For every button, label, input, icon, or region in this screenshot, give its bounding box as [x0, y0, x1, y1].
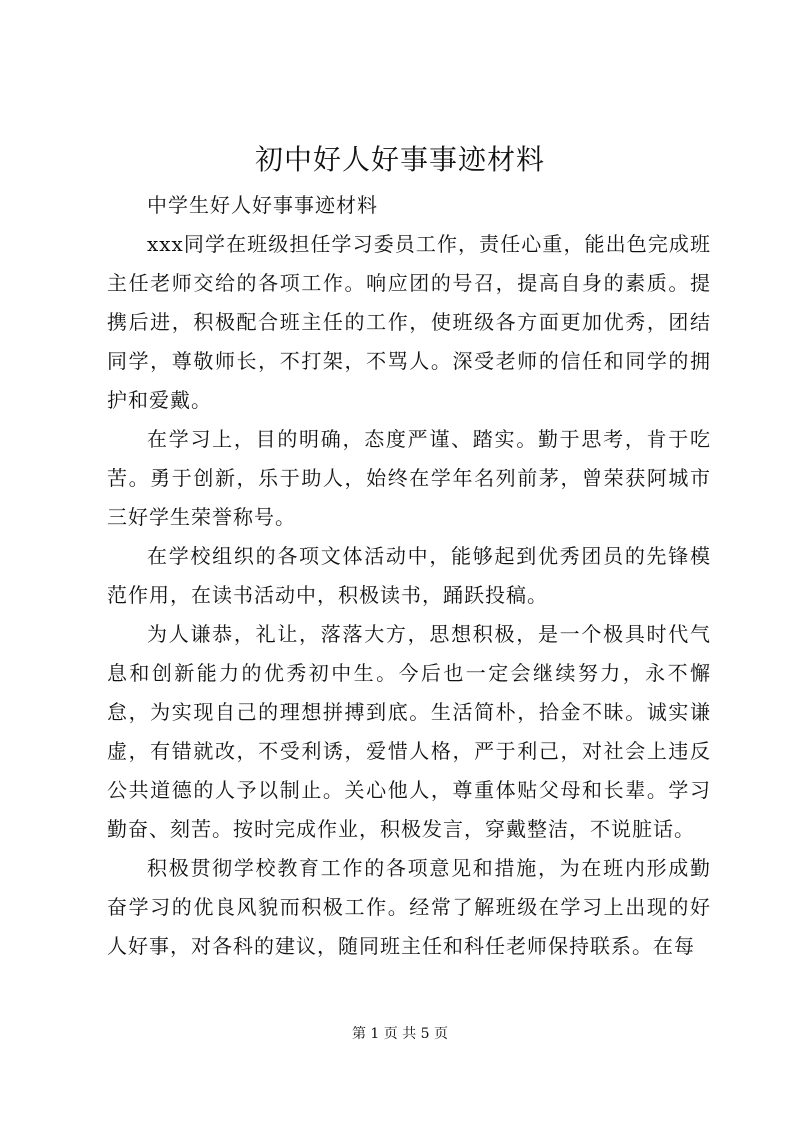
subtitle-paragraph: 中学生好人好事事迹材料	[147, 193, 378, 217]
document-body	[107, 186, 711, 966]
body-paragraph: 为人谦恭，礼让，落落大方，思想积极，是一个极具时代气息和创新能力的优秀初中生。今后也一定会继续努力，永不懈怠，为实现自己的理想拼搏到底。生活简朴，拾金不昧。诚实谦虚，有错就改，不受利诱，爱惜人格，严于利己，对社会上违反公共道德的人予以制止。关心他人，尊重体贴父母和长辈。学习勤奋、刻苦。按时完成作业，积极发言，穿戴整洁，不说脏话。	[107, 622, 711, 841]
document-title: 初中好人好事事迹材料	[254, 143, 545, 176]
page-number-footer: 第 1 页 共 5 页	[351, 1026, 449, 1042]
body-paragraph: 在学习上，目的明确，态度严谨、踏实。勤于思考，肯于吃苦。勇于创新，乐于助人，始终在学年名列前茅，曾荣获阿城市三好学生荣誉称号。	[107, 427, 711, 529]
body-paragraph: 积极贯彻学校教育工作的各项意见和措施，为在班内形成勤奋学习的优良风貌而积极工作。经常了解班级在学习上出现的好人好事，对各科的建议，随同班主任和科任老师保持联系。在每	[107, 856, 711, 958]
body-paragraph: xxx同学在班级担任学习委员工作，责任心重，能出色完成班主任老师交给的各项工作。响应团的号召，提高自身的素质。提携后进，积极配合班主任的工作，使班级各方面更加优秀，团结同学，尊敬师长，不打架，不骂人。深受老师的信任和同学的拥护和爱戴。	[107, 232, 711, 412]
body-paragraph: 在学校组织的各项文体活动中，能够起到优秀团员的先锋模范作用，在读书活动中，积极读书，踊跃投稿。	[107, 544, 711, 607]
